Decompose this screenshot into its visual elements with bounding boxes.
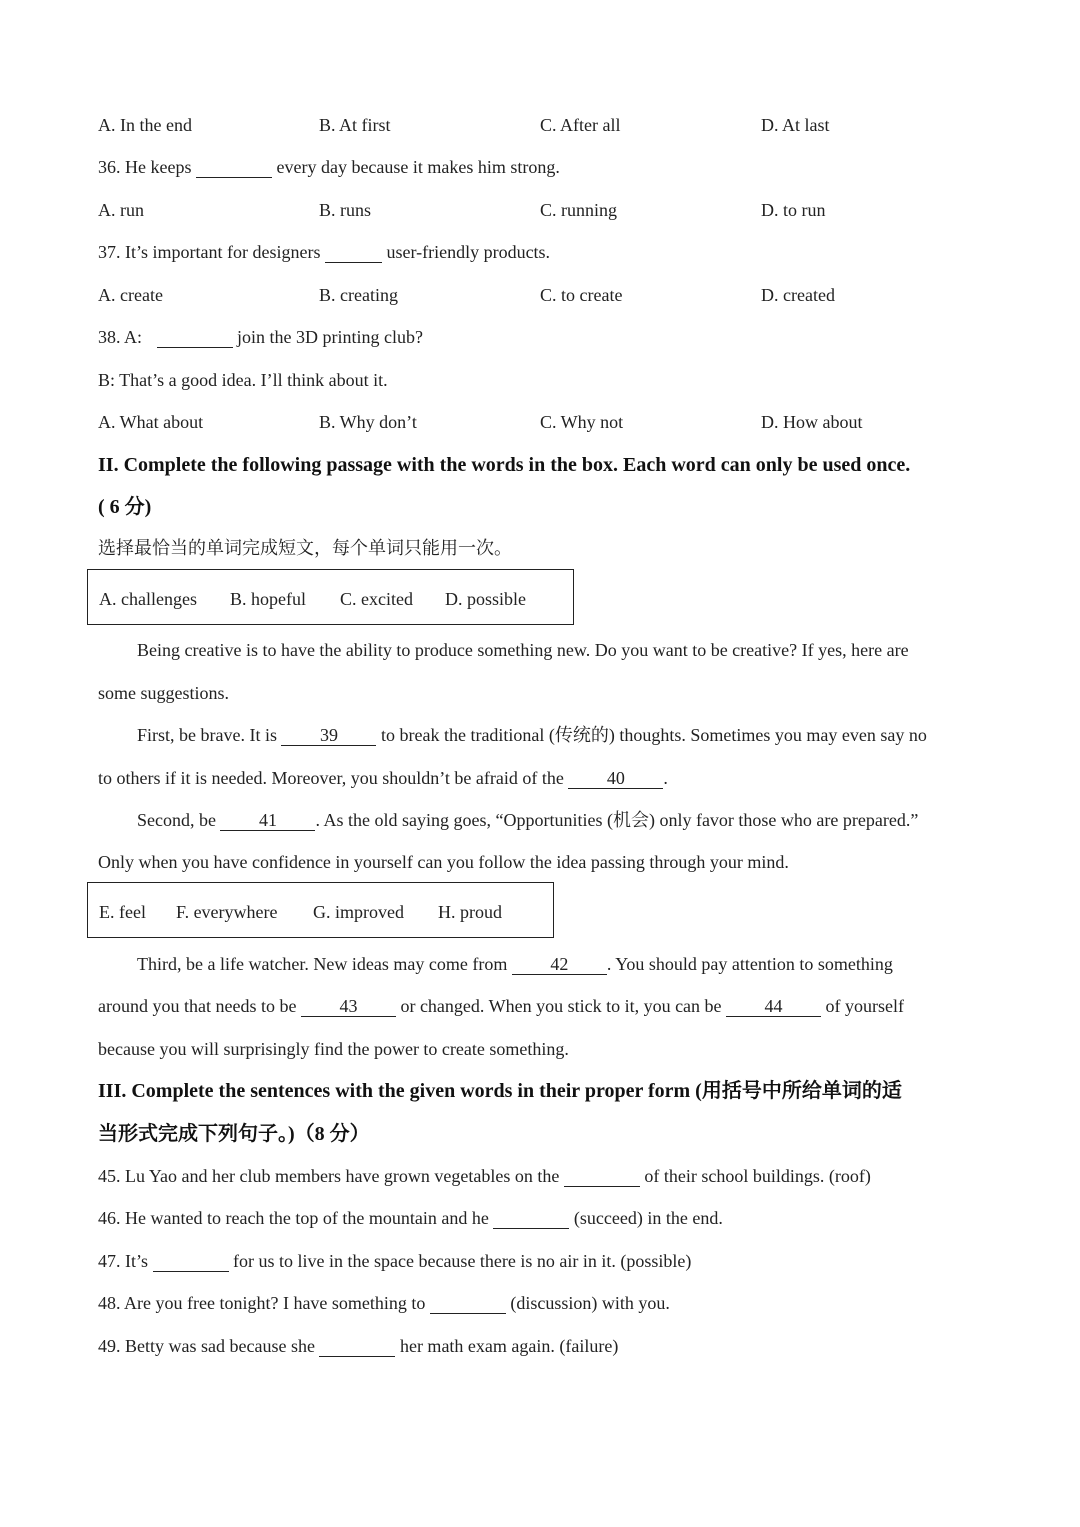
q35-option-b: B. At first <box>319 115 391 135</box>
para-4-text-after: . You should pay attention to something <box>606 954 893 974</box>
word-box-2-item-f: F. everywhere <box>176 902 278 922</box>
q36-option-c: C. running <box>540 200 618 220</box>
word-box-1-item-d: D. possible <box>445 589 526 609</box>
q46-blank <box>493 1209 569 1229</box>
q36-text-before: 36. He keeps <box>98 157 192 177</box>
q45-text-before: 45. Lu Yao and her club members have grown vegetables on the <box>98 1166 560 1186</box>
q38-option-a: A. What about <box>98 412 204 432</box>
para-4-line-2-text-after: of yourself <box>825 996 905 1016</box>
section-2-instruction: 选择最恰当的单词完成短文，每个单词只能用一次。 <box>98 538 512 558</box>
question-46 <box>98 1209 723 1229</box>
passage-para-4-line-2 <box>98 997 904 1017</box>
para-2-text-after: to break the traditional (传统的) thoughts. Sometimes you may even say no <box>380 725 927 745</box>
q38-blank <box>157 328 233 348</box>
section-3-heading-line-2: 当形式完成下列句子。)（8 分） <box>98 1123 370 1145</box>
q36-blank <box>196 158 272 178</box>
q36-option-d: D. to run <box>761 200 826 220</box>
q49-text-before: 49. Betty was sad because she <box>98 1336 315 1356</box>
question-49 <box>98 1337 618 1357</box>
q36-option-a: A. run <box>98 200 144 220</box>
q48-text-after: (discussion) with you. <box>510 1293 670 1313</box>
passage-para-1-line-1: Being creative is to have the ability to produce something new. Do you want to be creative? If yes, here are <box>137 640 909 660</box>
passage-para-2-line-2 <box>98 769 668 789</box>
q35-option-c: C. After all <box>540 115 621 135</box>
q38-text-before: 38. A: <box>98 327 143 347</box>
q37-option-c: C. to create <box>540 285 623 305</box>
section-3-heading-line-1: III. Complete the sentences with the given words in their proper form (用括号中所给单词的适 <box>98 1080 902 1102</box>
passage-para-3-line-1 <box>137 811 918 831</box>
word-box-1-item-c: C. excited <box>340 589 413 609</box>
question-38 <box>98 328 423 348</box>
para-4-line-2-text-middle: or changed. When you stick to it, you can be <box>400 996 722 1016</box>
para-3-text-after: . As the old saying goes, “Opportunities (机会) only favor those who are prepared.” <box>315 810 919 830</box>
word-box-1-item-a: A. challenges <box>99 589 197 609</box>
passage-para-4-line-1 <box>137 955 893 975</box>
q49-text-after: her math exam again. (failure) <box>399 1336 619 1356</box>
q37-option-b: B. creating <box>319 285 398 305</box>
para-4-line-2-text-before: around you that needs to be <box>98 996 297 1016</box>
word-box-1-item-b: B. hopeful <box>230 589 306 609</box>
passage-para-1-line-2: some suggestions. <box>98 683 230 703</box>
q36-text-after: every day because it makes him strong. <box>276 157 560 177</box>
q47-text-after: for us to live in the space because there is no air in it. (possible) <box>233 1251 692 1271</box>
q38-reply: B: That’s a good idea. I’ll think about it. <box>98 370 388 390</box>
word-box-2-item-e: E. feel <box>99 902 146 922</box>
blank-42: 42 <box>512 955 607 975</box>
passage-para-3-line-2: Only when you have confidence in yourself can you follow the idea passing through your mind. <box>98 852 789 872</box>
word-box-2-item-h: H. proud <box>438 902 502 922</box>
blank-40: 40 <box>568 769 663 789</box>
q48-text-before: 48. Are you free tonight? I have something to <box>98 1293 426 1313</box>
q49-blank <box>319 1337 395 1357</box>
q38-option-c: C. Why not <box>540 412 624 432</box>
question-37 <box>98 243 550 263</box>
q36-option-b: B. runs <box>319 200 372 220</box>
para-3-text-before: Second, be <box>137 810 216 830</box>
q46-text-before: 46. He wanted to reach the top of the mountain and he <box>98 1208 489 1228</box>
blank-43: 43 <box>301 997 396 1017</box>
q38-option-b: B. Why don’t <box>319 412 417 432</box>
passage-para-2-line-1 <box>137 726 927 746</box>
q47-text-before: 47. It’s <box>98 1251 149 1271</box>
passage-para-4-line-3: because you will surprisingly find the power to create something. <box>98 1039 569 1059</box>
question-36 <box>98 158 560 178</box>
question-47 <box>98 1252 691 1272</box>
q35-option-a: A. In the end <box>98 115 192 135</box>
blank-41: 41 <box>220 811 315 831</box>
q38-option-d: D. How about <box>761 412 863 432</box>
para-2-text-before: First, be brave. It is <box>137 725 277 745</box>
q37-text-after: user-friendly products. <box>386 242 551 262</box>
blank-44: 44 <box>726 997 821 1017</box>
q38-text-after: join the 3D printing club? <box>237 327 423 347</box>
q37-text-before: 37. It’s important for designers <box>98 242 321 262</box>
para-4-text-before: Third, be a life watcher. New ideas may come from <box>137 954 508 974</box>
q37-option-d: D. created <box>761 285 835 305</box>
q37-blank <box>325 243 382 263</box>
q47-blank <box>153 1252 229 1272</box>
q35-option-d: D. At last <box>761 115 830 135</box>
q45-blank <box>564 1167 640 1187</box>
word-box-2-item-g: G. improved <box>313 902 404 922</box>
section-2-heading: II. Complete the following passage with the words in the box. Each word can only be used once. <box>98 454 911 476</box>
para-2-line-2-text-before: to others if it is needed. Moreover, you shouldn’t be afraid of the <box>98 768 564 788</box>
question-48 <box>98 1294 670 1314</box>
q45-text-after: of their school buildings. (roof) <box>644 1166 871 1186</box>
word-box-2 <box>87 882 554 938</box>
q48-blank <box>430 1294 506 1314</box>
section-2-score: ( 6 分) <box>98 496 152 518</box>
q37-option-a: A. create <box>98 285 163 305</box>
para-2-line-2-period: . <box>663 768 668 788</box>
blank-39: 39 <box>281 726 376 746</box>
question-45 <box>98 1167 871 1187</box>
word-box-1 <box>87 569 574 625</box>
q46-text-after: (succeed) in the end. <box>573 1208 723 1228</box>
